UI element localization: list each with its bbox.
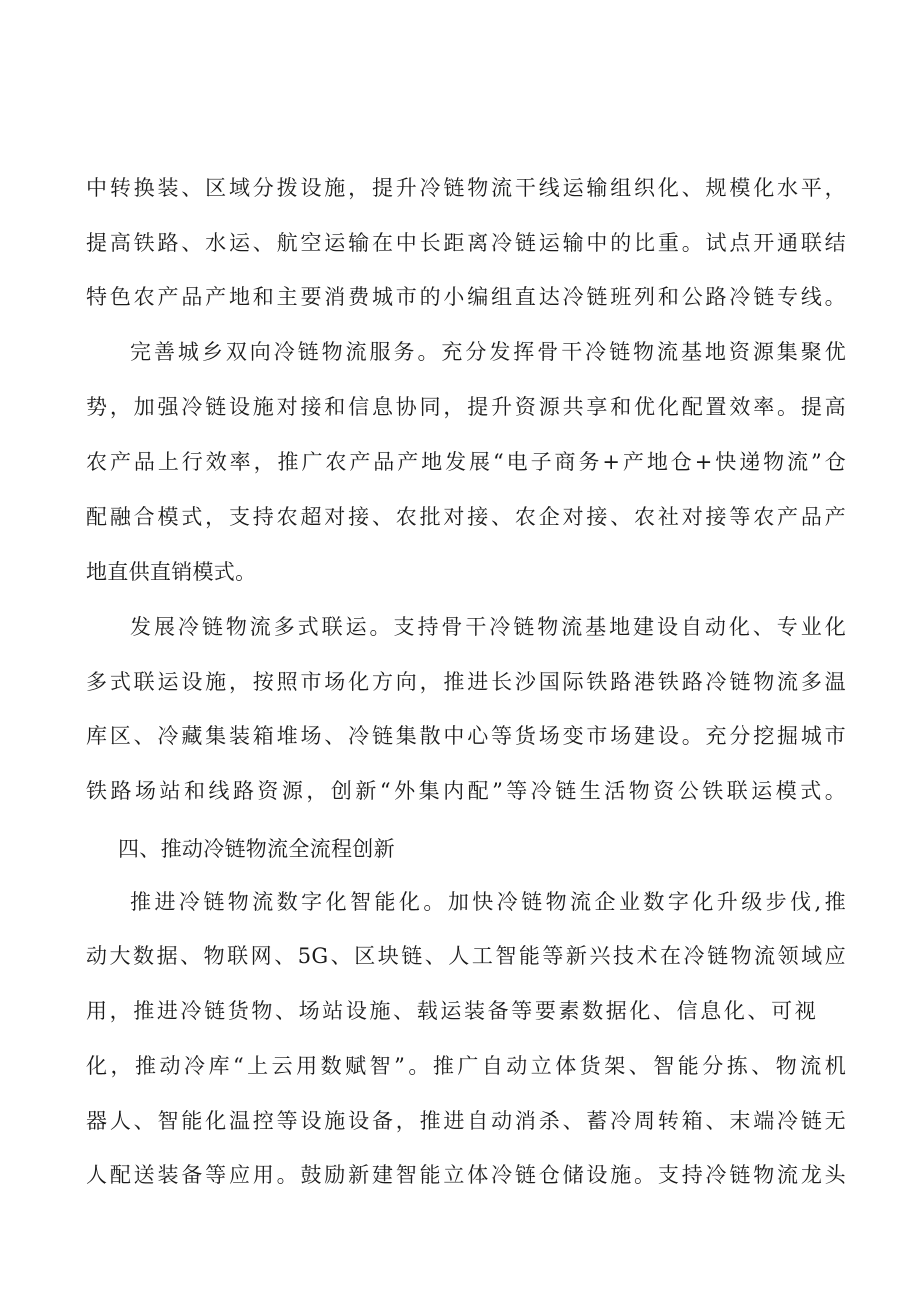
- paragraph-4-line-6: 人配送装备等应用。鼓励新建智能立体冷链仓储设施。支持冷链物流龙头: [86, 1163, 846, 1187]
- paragraph-1-line-1: 中转换装、区域分拨设施，提升冷链物流干线运输组织化、规模化水平，: [86, 176, 846, 200]
- paragraph-4-line-1: 推进冷链物流数字化智能化。加快冷链物流企业数字化升级步伐,推: [130, 890, 846, 914]
- paragraph-3-line-2: 多式联运设施，按照市场化方向，推进长沙国际铁路港铁路冷链物流多温: [86, 670, 846, 694]
- paragraph-4-line-4: 化，推动冷库“上云用数赋智”。推广自动立体货架、智能分拣、物流机: [86, 1054, 846, 1078]
- paragraph-4-line-5: 器人、智能化温控等设施设备，推进自动消杀、蓄冷周转箱、末端冷链无: [86, 1109, 846, 1133]
- paragraph-4-line-2: 动大数据、物联网、5G、区块链、人工智能等新兴技术在冷链物流领域应: [86, 944, 846, 968]
- paragraph-2-line-5: 地直供直销模式。: [86, 560, 257, 584]
- paragraph-3-line-4: 铁路场站和线路资源，创新“外集内配”等冷链生活物资公铁联运模式。: [86, 779, 846, 803]
- paragraph-2-line-3: 农产品上行效率，推广农产品产地发展“电子商务+产地仓+快递物流”仓: [86, 450, 846, 474]
- paragraph-2-line-1: 完善城乡双向冷链物流服务。充分发挥骨干冷链物流基地资源集聚优: [130, 340, 846, 364]
- paragraph-1-line-2: 提高铁路、水运、航空运输在中长距离冷链运输中的比重。试点开通联结: [86, 231, 846, 255]
- paragraph-1-line-3: 特色农产品产地和主要消费城市的小编组直达冷链班列和公路冷链专线。: [86, 285, 846, 309]
- section-heading: 四、推动冷链物流全流程创新: [118, 837, 395, 861]
- paragraph-3-line-3: 库区、冷藏集装箱堆场、冷链集散中心等货场变市场建设。充分挖掘城市: [86, 724, 846, 748]
- paragraph-3-line-1: 发展冷链物流多式联运。支持骨干冷链物流基地建设自动化、专业化: [130, 615, 846, 639]
- paragraph-2-line-2: 势，加强冷链设施对接和信息协同，提升资源共享和优化配置效率。提高: [86, 395, 846, 419]
- paragraph-2-line-4: 配融合模式，支持农超对接、农批对接、农企对接、农社对接等农产品产: [86, 505, 846, 529]
- paragraph-4-line-3: 用，推进冷链货物、场站设施、载运装备等要素数据化、信息化、可视: [86, 999, 816, 1023]
